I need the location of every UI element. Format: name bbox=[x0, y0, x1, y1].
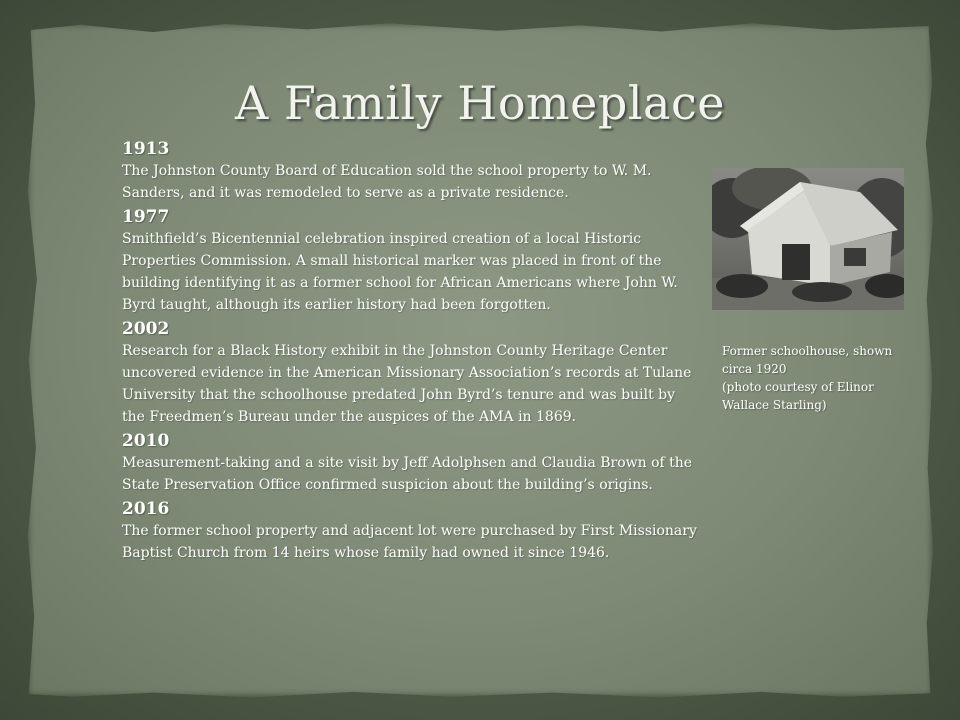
schoolhouse-photo bbox=[712, 168, 904, 310]
entry-year: 2002 bbox=[122, 319, 170, 339]
entry-text: The former school property and adjacent lot were purchased by First Missionary Baptist Church from 14 heirs whose family had owned it since 1946. bbox=[122, 523, 697, 561]
entry-text: Smithfield’s Bicentennial celebration inspired creation of a local Historic Properties Commission. A small historical marker was placed in front of the building identifying it as a former school for African Americans where John W. Byrd taught, although its earlier history had been forgotten. bbox=[122, 231, 678, 313]
timeline bbox=[122, 138, 702, 566]
schoolhouse-photo-image bbox=[712, 168, 904, 310]
timeline-entry-2002 bbox=[122, 318, 702, 428]
entry-year: 2016 bbox=[122, 499, 170, 519]
photo-caption-line1: Former schoolhouse, shown circa 1920 bbox=[722, 344, 893, 376]
entry-year: 1913 bbox=[122, 139, 170, 159]
entry-year: 2010 bbox=[122, 431, 170, 451]
entry-year: 1977 bbox=[122, 207, 170, 227]
entry-text: The Johnston County Board of Education sold the school property to W. M. Sanders, and it was remodeled to serve as a private residence. bbox=[122, 163, 652, 201]
entry-text: Measurement-taking and a site visit by Jeff Adolphsen and Claudia Brown of the State Preservation Office confirmed suspicion about the building’s origins. bbox=[122, 455, 693, 493]
timeline-entry-1913 bbox=[122, 138, 702, 204]
timeline-entry-2016 bbox=[122, 498, 702, 564]
photo-caption-line2: (photo courtesy of Elinor Wallace Starling) bbox=[722, 380, 874, 412]
slide-title: A Family Homeplace bbox=[235, 76, 725, 130]
photo-caption bbox=[722, 342, 922, 414]
entry-text: Research for a Black History exhibit in the Johnston County Heritage Center uncovered evidence in the American Missionary Association’s records at Tulane University that the schoolhouse predated John Byrd’s tenure and was built by the Freedmen’s Bureau under the auspices of the AMA in 1869. bbox=[122, 343, 692, 425]
timeline-entry-2010 bbox=[122, 430, 702, 496]
timeline-entry-1977 bbox=[122, 206, 702, 316]
